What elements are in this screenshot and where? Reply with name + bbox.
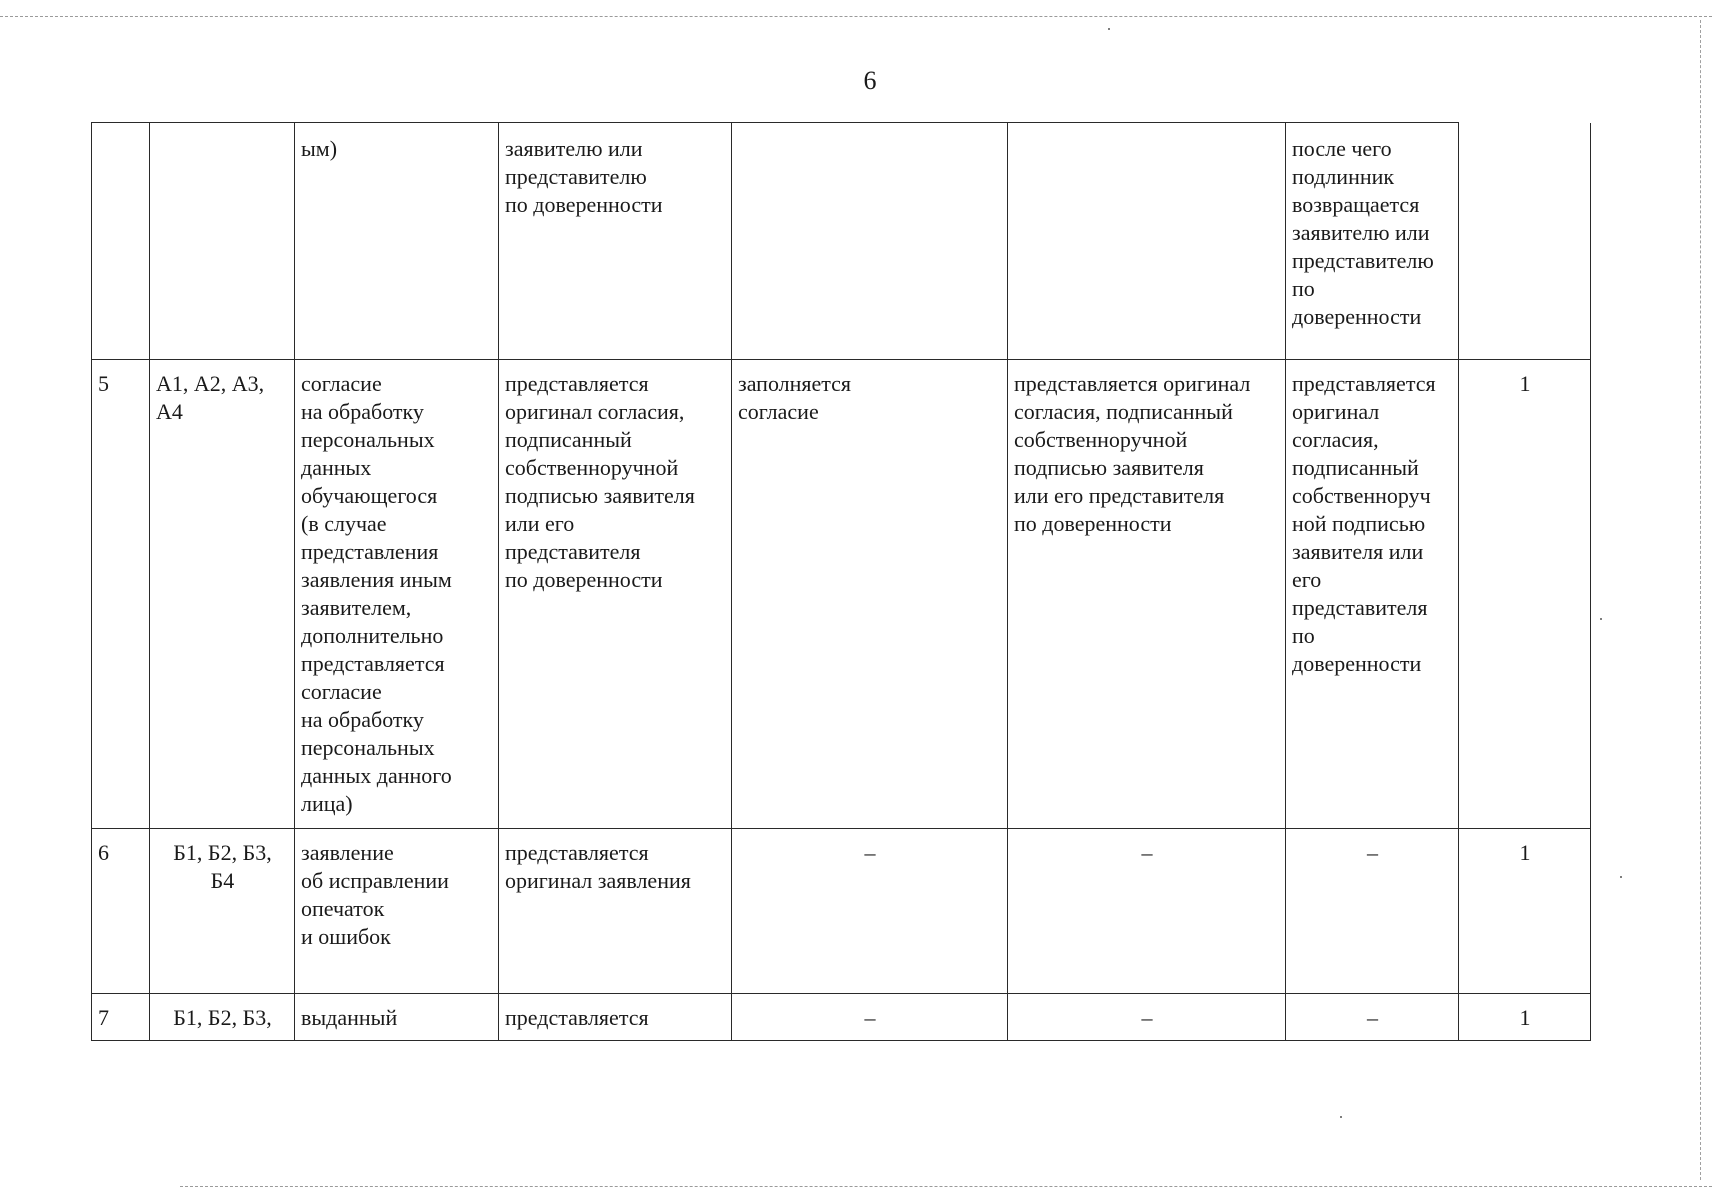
applicant-categories-cell: Б1, Б2, Б3, Б4 xyxy=(150,829,295,994)
table-row xyxy=(92,829,1591,994)
scan-speck xyxy=(1620,876,1622,878)
applicant-categories-cell xyxy=(150,123,295,360)
scan-edge-right xyxy=(1700,20,1701,1180)
document-requirements-cell: – xyxy=(732,994,1008,1041)
submission-method-cell: представляется оригинал заявления xyxy=(499,829,732,994)
document-name-cell: выданный xyxy=(295,994,499,1041)
document-name-cell: ым) xyxy=(295,123,499,360)
scan-edge-bottom xyxy=(180,1186,1712,1187)
document-requirements-cell: заполняется согласие xyxy=(732,360,1008,829)
document-requirements-cell: – xyxy=(732,829,1008,994)
table-row xyxy=(92,123,1591,360)
submission-method-cell: заявителю или представителю по доверенности xyxy=(499,123,732,360)
table-row xyxy=(92,994,1591,1041)
scan-speck xyxy=(1108,28,1110,30)
applicant-categories-cell: А1, А2, А3, А4 xyxy=(150,360,295,829)
applicant-categories-cell: Б1, Б2, Б3, xyxy=(150,994,295,1041)
page-number: 6 xyxy=(863,66,877,95)
electronic-requirements-cell: – xyxy=(1008,994,1286,1041)
quantity-cell xyxy=(1459,123,1591,360)
electronic-requirements-cell: – xyxy=(1008,829,1286,994)
submission-method-cell: представляется оригинал согласия, подписанный собственноручной подписью заявителя или его представителя по доверенности xyxy=(499,360,732,829)
row-number-cell: 7 xyxy=(92,994,150,1041)
verification-cell: – xyxy=(1286,829,1459,994)
table-row xyxy=(92,360,1591,829)
quantity-cell: 1 xyxy=(1459,994,1591,1041)
row-number-cell: 6 xyxy=(92,829,150,994)
verification-cell: – xyxy=(1286,994,1459,1041)
row-number-cell xyxy=(92,123,150,360)
document-requirements-cell xyxy=(732,123,1008,360)
scan-speck xyxy=(1340,1116,1342,1118)
verification-cell: представляется оригинал согласия, подписанный собственноруч ной подписью заявителя или его представителя по доверенности xyxy=(1286,360,1459,829)
verification-cell: после чего подлинник возвращается заявителю или представителю по доверенности xyxy=(1286,123,1459,360)
quantity-cell: 1 xyxy=(1459,360,1591,829)
electronic-requirements-cell: представляется оригинал согласия, подписанный собственноручной подписью заявителя или его представителя по доверенности xyxy=(1008,360,1286,829)
scan-speck xyxy=(1600,618,1602,620)
document-name-cell: согласие на обработку персональных данных обучающегося (в случае представления заявления иным заявителем, дополнительно представляется согласие на обработку персональных данных данного лица) xyxy=(295,360,499,829)
electronic-requirements-cell xyxy=(1008,123,1286,360)
row-number-cell: 5 xyxy=(92,360,150,829)
quantity-cell: 1 xyxy=(1459,829,1591,994)
document-name-cell: заявление об исправлении опечаток и ошибок xyxy=(295,829,499,994)
scan-edge-top xyxy=(0,16,1712,17)
submission-method-cell: представляется xyxy=(499,994,732,1041)
documents-table xyxy=(91,122,1591,1041)
